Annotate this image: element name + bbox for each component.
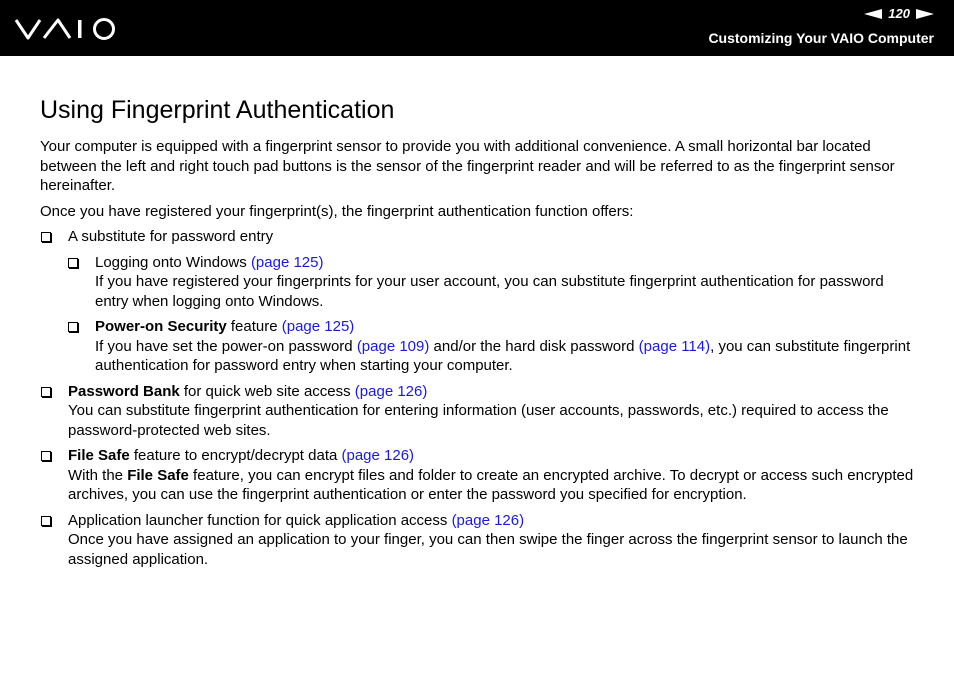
link-page-114[interactable]: (page 114): [638, 337, 711, 355]
page-number: 120: [888, 6, 910, 21]
link-page-126-launcher[interactable]: (page 126): [451, 511, 525, 529]
checkbox-bullet-icon: [68, 258, 78, 268]
link-page-125-power-on[interactable]: (page 125): [281, 318, 355, 335]
link-page-109[interactable]: (page 109): [356, 337, 430, 355]
section-title: Customizing Your VAIO Computer: [708, 30, 934, 46]
page-title: Using Fingerprint Authentication: [40, 96, 395, 124]
list-item-file-safe: File Safe feature to encrypt/decrypt data (page 126) With the File Safe feature, you can encrypt files and folder to create an encrypted archive. To decrypt or access such encrypted archives, you can use the fingerprint authentication or enter the password you specified for encryption.: [40, 446, 920, 505]
list-item-password-substitute: A substitute for password entry: [40, 227, 920, 247]
link-page-126-bank[interactable]: (page 126): [354, 382, 428, 400]
link-page-126-file-safe[interactable]: (page 126): [341, 447, 415, 464]
offers-paragraph: Once you have registered your fingerprint(s), the fingerprint authentication function offers:: [40, 202, 634, 220]
intro-paragraph: Your computer is equipped with a fingerprint sensor to provide you with additional convenience. A small horizontal bar located between the left and right touch pad buttons is the sensor of the fingerprint reader and will be referred to as the fingerprint sensor hereinafter.: [40, 138, 895, 194]
list-item-logon-windows: Logging onto Windows (page 125) If you have registered your fingerprints for your user account, you can substitute fingerprint authentication for password entry when logging onto Windows.: [67, 253, 920, 312]
main-content: [40, 92, 920, 569]
list-item-application-launcher: Application launcher function for quick application access (page 126) Once you have assigned an application to your finger, you can then swipe the finger across the fingerprint sensor to launch the assigned application.: [40, 511, 920, 570]
checkbox-bullet-icon: [41, 232, 51, 242]
next-page-arrow-icon[interactable]: [916, 9, 934, 19]
previous-page-arrow-icon[interactable]: [864, 9, 882, 19]
list-item-password-bank: Password Bank for quick web site access (page 126) You can substitute fingerprint authentication for entering information (user accounts, passwords, etc.) required to access the password-protected web sites.: [40, 382, 920, 441]
checkbox-bullet-icon: [41, 451, 51, 461]
header-bar: [0, 0, 954, 56]
list-item-power-on-security: Power-on Security feature (page 125) If you have set the power-on password (page 109) and/or the hard disk password (page 114), you can substitute fingerprint authentication for password entry when starting your computer.: [67, 317, 920, 376]
page-navigation: [864, 6, 934, 21]
checkbox-bullet-icon: [41, 516, 51, 526]
checkbox-bullet-icon: [41, 387, 51, 397]
vaio-logo: [14, 14, 120, 44]
link-page-125[interactable]: (page 125): [250, 253, 324, 271]
checkbox-bullet-icon: [68, 322, 78, 332]
